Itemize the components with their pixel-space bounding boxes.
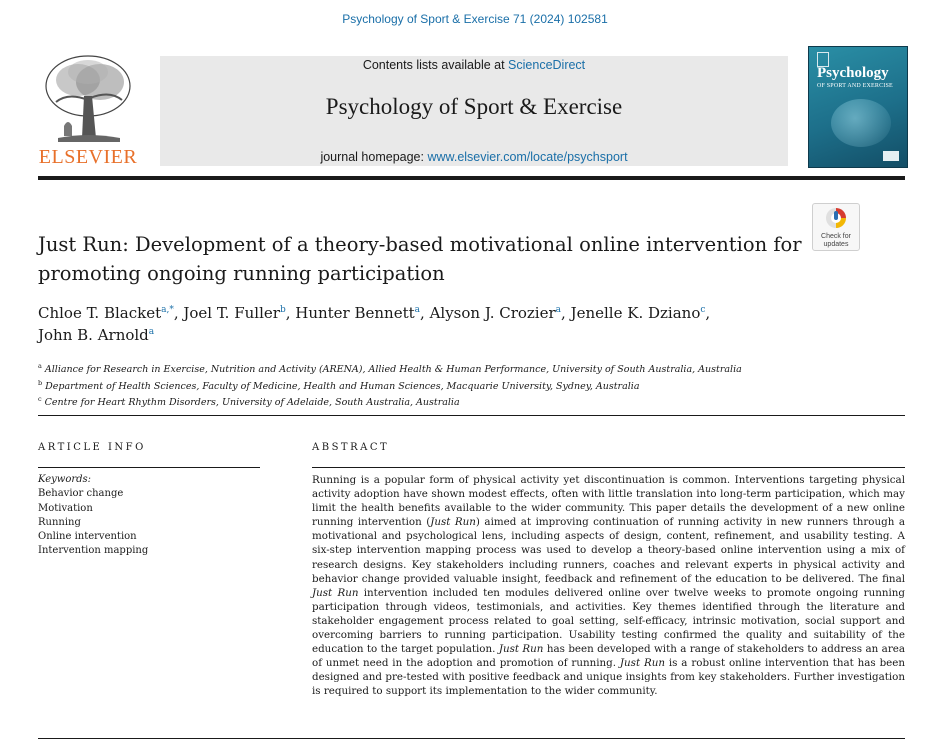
author-name[interactable]: John B. Arnold bbox=[38, 326, 149, 344]
article-info-rule bbox=[38, 467, 260, 468]
article-info-heading: ARTICLE INFO bbox=[38, 442, 146, 453]
journal-header-band bbox=[160, 56, 788, 166]
affiliation-text: Department of Health Sciences, Faculty of Medicine, Health and Human Sciences, Macquarie University, Sydney, Australia bbox=[45, 380, 640, 392]
check-updates-label-1: Check for bbox=[821, 233, 851, 240]
affiliation-label: b bbox=[38, 378, 43, 387]
keywords-list bbox=[38, 487, 260, 558]
publisher-name: ELSEVIER bbox=[38, 146, 138, 168]
contents-prefix: Contents lists available at bbox=[362, 58, 509, 72]
abstract-rule bbox=[312, 467, 905, 468]
affiliation-text: Centre for Heart Rhythm Disorders, University of Adelaide, South Australia, Australia bbox=[44, 397, 460, 409]
author-separator: , bbox=[420, 304, 430, 322]
author-separator: , bbox=[285, 304, 296, 322]
homepage-prefix: journal homepage: bbox=[320, 150, 428, 164]
author-name[interactable]: Hunter Bennett bbox=[295, 304, 415, 322]
author-name[interactable]: Jenelle K. Dziano bbox=[570, 304, 701, 322]
author-name[interactable]: Joel T. Fuller bbox=[183, 304, 280, 322]
check-for-updates-button[interactable] bbox=[812, 203, 860, 251]
check-updates-icon bbox=[825, 207, 847, 229]
author-list bbox=[38, 302, 818, 346]
contents-line bbox=[160, 58, 788, 72]
keyword-item: Behavior change bbox=[38, 488, 124, 500]
journal-title: Psychology of Sport & Exercise bbox=[325, 94, 623, 119]
article-title: Just Run: Development of a theory-based motivational online intervention for promoting ongoing running participation bbox=[38, 233, 802, 285]
sciencedirect-link[interactable]: ScienceDirect bbox=[508, 58, 586, 72]
affiliation-item bbox=[38, 377, 898, 394]
author-affiliation-marker[interactable]: b bbox=[279, 305, 286, 315]
abstract-emphasis: Just Run bbox=[619, 657, 665, 670]
keyword-item: Motivation bbox=[38, 502, 93, 514]
abstract-segment: has been developed with a range of stakeholders to address an area of unmet need in the adoption and promotion of running. bbox=[312, 643, 905, 670]
abstract-emphasis: Just Run bbox=[498, 643, 544, 656]
author-affiliation-marker[interactable]: a bbox=[148, 327, 155, 337]
affiliation-item bbox=[38, 393, 898, 410]
author-separator: , bbox=[173, 304, 184, 322]
cover-artwork bbox=[831, 99, 891, 147]
abstract-segment: Running is a popular form of physical activity yet discontinuation is common. Interventions targeting physical activity adoption have shown modest effects, often with little translation into long-term participation, which may limit the health benefits available to the wider community. This paper details the development of a new online running intervention ( bbox=[312, 474, 905, 529]
keyword-item: Intervention mapping bbox=[38, 545, 149, 557]
affiliation-text: Alliance for Research in Exercise, Nutrition and Activity (ARENA), Allied Health & Human Performance, University of South Australia, Australia bbox=[44, 364, 742, 376]
abstract-segment: is a robust online intervention that has been designed and pre-tested with positive feedback and unique insights from key stakeholders. Further investigation is required to support its implementation to the wider community. bbox=[312, 657, 905, 698]
author-name[interactable]: Alyson J. Crozier bbox=[429, 304, 556, 322]
journal-citation: Psychology of Sport & Exercise 71 (2024) 102581 bbox=[342, 12, 608, 26]
abstract-heading: ABSTRACT bbox=[312, 442, 390, 453]
abstract-emphasis: Just Run bbox=[430, 516, 476, 529]
cover-title: Psychology bbox=[817, 65, 889, 81]
keyword-item: Online intervention bbox=[38, 531, 137, 543]
author-affiliation-marker[interactable]: c bbox=[700, 305, 706, 315]
author-separator: , bbox=[561, 304, 571, 322]
footer-divider bbox=[38, 738, 905, 739]
cover-tag bbox=[883, 151, 899, 161]
cover-subtitle: OF SPORT AND EXERCISE bbox=[817, 83, 893, 89]
author-affiliation-marker[interactable]: a,* bbox=[161, 305, 174, 315]
affiliation-item bbox=[38, 360, 898, 377]
abstract-segment: ) aimed at improving continuation of running activity in new runners through a motivational and psychological lens, including aspects of design, content, refinement, and usability testing. A six-step intervention mapping process was used to develop a theory-based online intervention using a mix of research designs. Key stakeholders including runners, coaches and relevant experts in physical activity and behavior change provided valuable insight, feedback and refinement of the education to be delivered. The final bbox=[312, 516, 905, 585]
abstract-emphasis: Just Run bbox=[312, 586, 359, 599]
affiliation-label: a bbox=[38, 362, 42, 370]
affiliation-list bbox=[38, 360, 898, 410]
keyword-item: Running bbox=[38, 516, 81, 528]
check-updates-label-2: updates bbox=[823, 241, 849, 248]
section-divider bbox=[38, 415, 905, 416]
abstract-segment: intervention included ten modules delivered online over twelve weeks to promote ongoing running participation through videos, testimonials, and activities. Key themes identified through the literature and stakeholder engagement process related to goal setting, self-efficacy, intrinsic motivation, social support and overcoming barriers to running participation. Usability testing confirmed the quality and suitability of the education to the target population. bbox=[312, 586, 905, 656]
keywords-block bbox=[38, 473, 260, 559]
abstract-text bbox=[312, 473, 905, 699]
author-affiliation-marker[interactable]: a bbox=[414, 305, 421, 315]
keywords-label: Keywords: bbox=[38, 474, 92, 485]
homepage-line bbox=[160, 150, 788, 164]
affiliation-label: c bbox=[38, 395, 42, 404]
journal-cover-thumbnail[interactable] bbox=[808, 46, 908, 168]
author-separator: , bbox=[705, 304, 711, 322]
author-name[interactable]: Chloe T. Blacket bbox=[38, 304, 162, 322]
journal-homepage-link[interactable]: www.elsevier.com/locate/psychsport bbox=[427, 150, 628, 164]
author-affiliation-marker[interactable]: a bbox=[555, 305, 562, 315]
header-divider bbox=[38, 176, 905, 180]
